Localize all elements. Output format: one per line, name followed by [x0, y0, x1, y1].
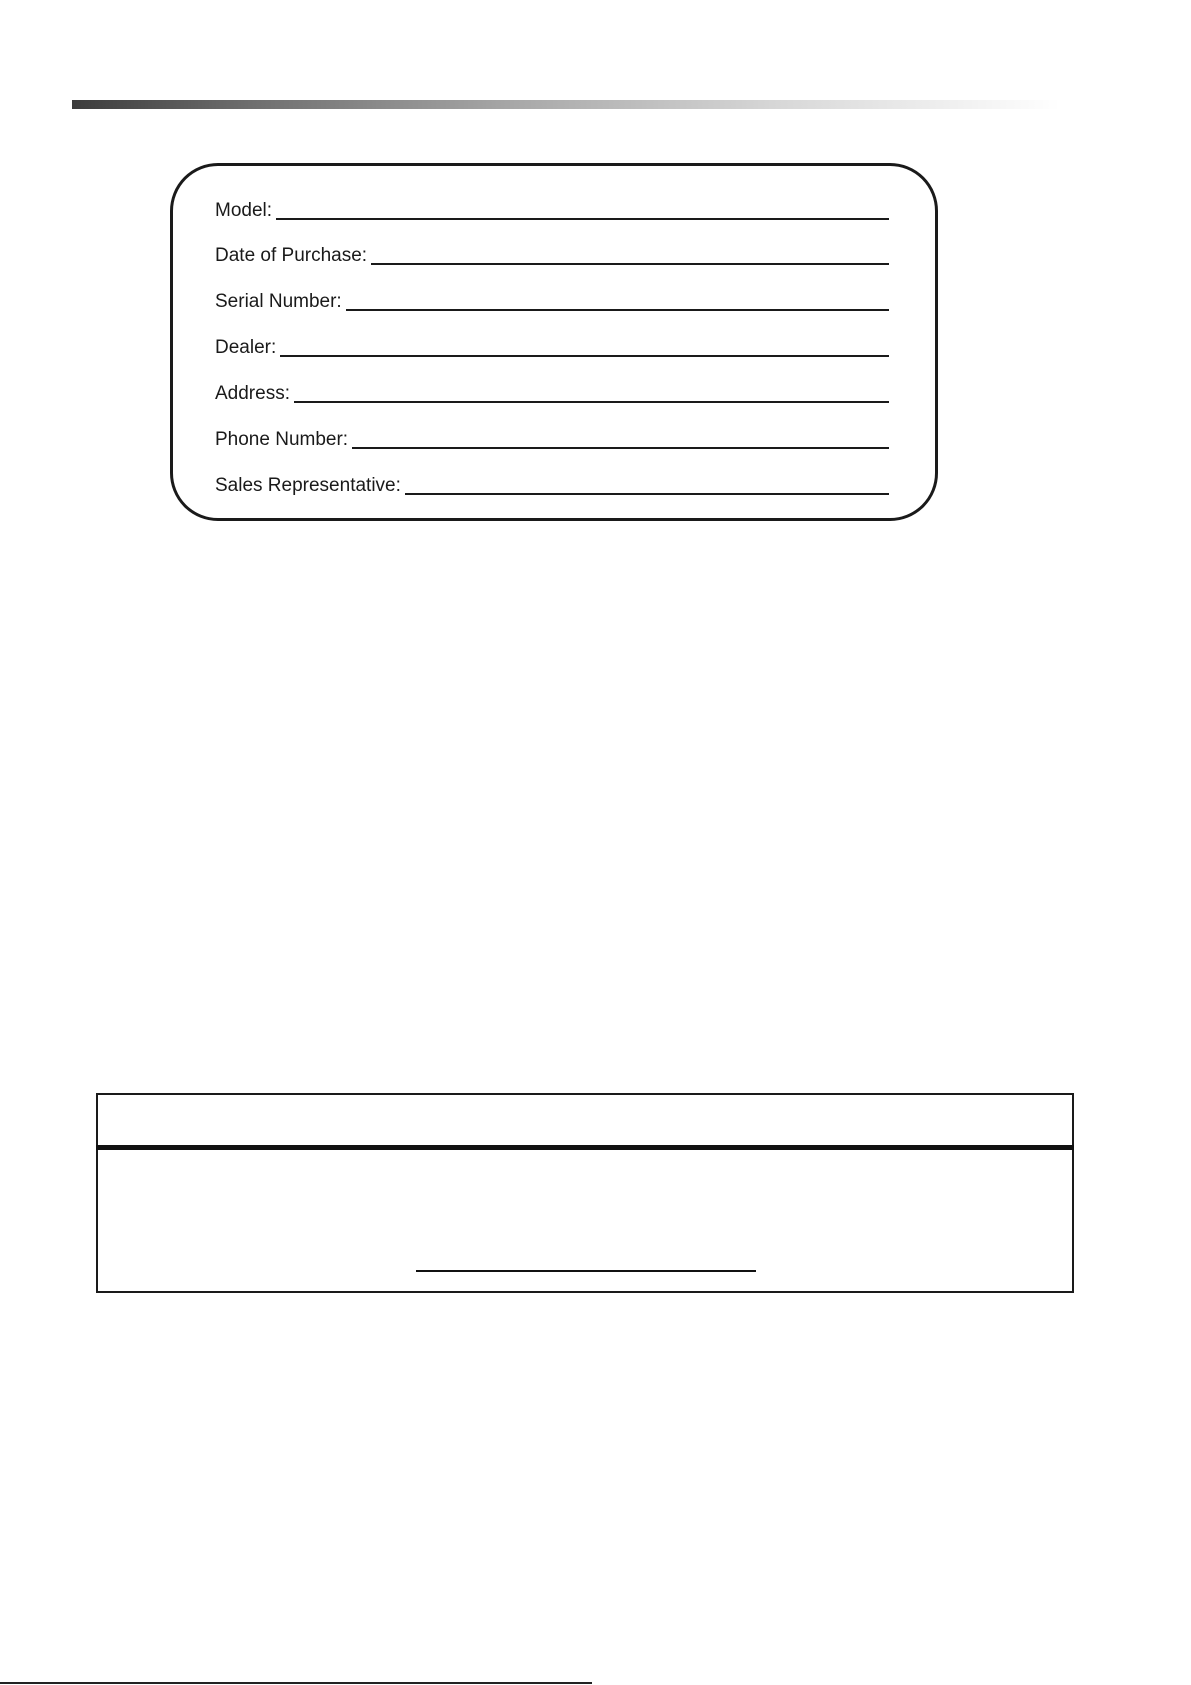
- field-row-address: [215, 375, 889, 405]
- field-row-model: [215, 192, 889, 222]
- field-label-phone-number: Phone Number:: [215, 429, 349, 450]
- notes-divider: [96, 1145, 1074, 1150]
- field-label-address: Address:: [215, 383, 290, 404]
- phone-number-entry-line[interactable]: [352, 447, 889, 449]
- field-label-date-of-purchase: Date of Purchase:: [215, 245, 368, 266]
- date-of-purchase-entry-line[interactable]: [371, 263, 889, 265]
- footer-rule: [0, 1682, 592, 1684]
- field-label-sales-representative: Sales Representative:: [215, 475, 401, 496]
- field-label-model: Model:: [215, 200, 273, 221]
- sales-representative-entry-line[interactable]: [405, 493, 889, 495]
- model-entry-line[interactable]: [276, 218, 889, 220]
- field-row-serial-number: [215, 283, 889, 313]
- dealer-entry-line[interactable]: [280, 355, 889, 357]
- product-registration-card: [170, 163, 938, 521]
- field-row-sales-representative: [215, 467, 889, 497]
- serial-number-entry-line[interactable]: [346, 309, 889, 311]
- header-gradient-bar: [72, 100, 1060, 109]
- address-entry-line[interactable]: [294, 401, 889, 403]
- notes-box: [96, 1093, 1074, 1293]
- field-row-phone-number: [215, 421, 889, 451]
- signature-line[interactable]: [416, 1270, 756, 1272]
- field-row-dealer: [215, 329, 889, 359]
- field-label-dealer: Dealer:: [215, 337, 277, 358]
- field-row-date-of-purchase: [215, 237, 889, 267]
- field-label-serial-number: Serial Number:: [215, 291, 342, 312]
